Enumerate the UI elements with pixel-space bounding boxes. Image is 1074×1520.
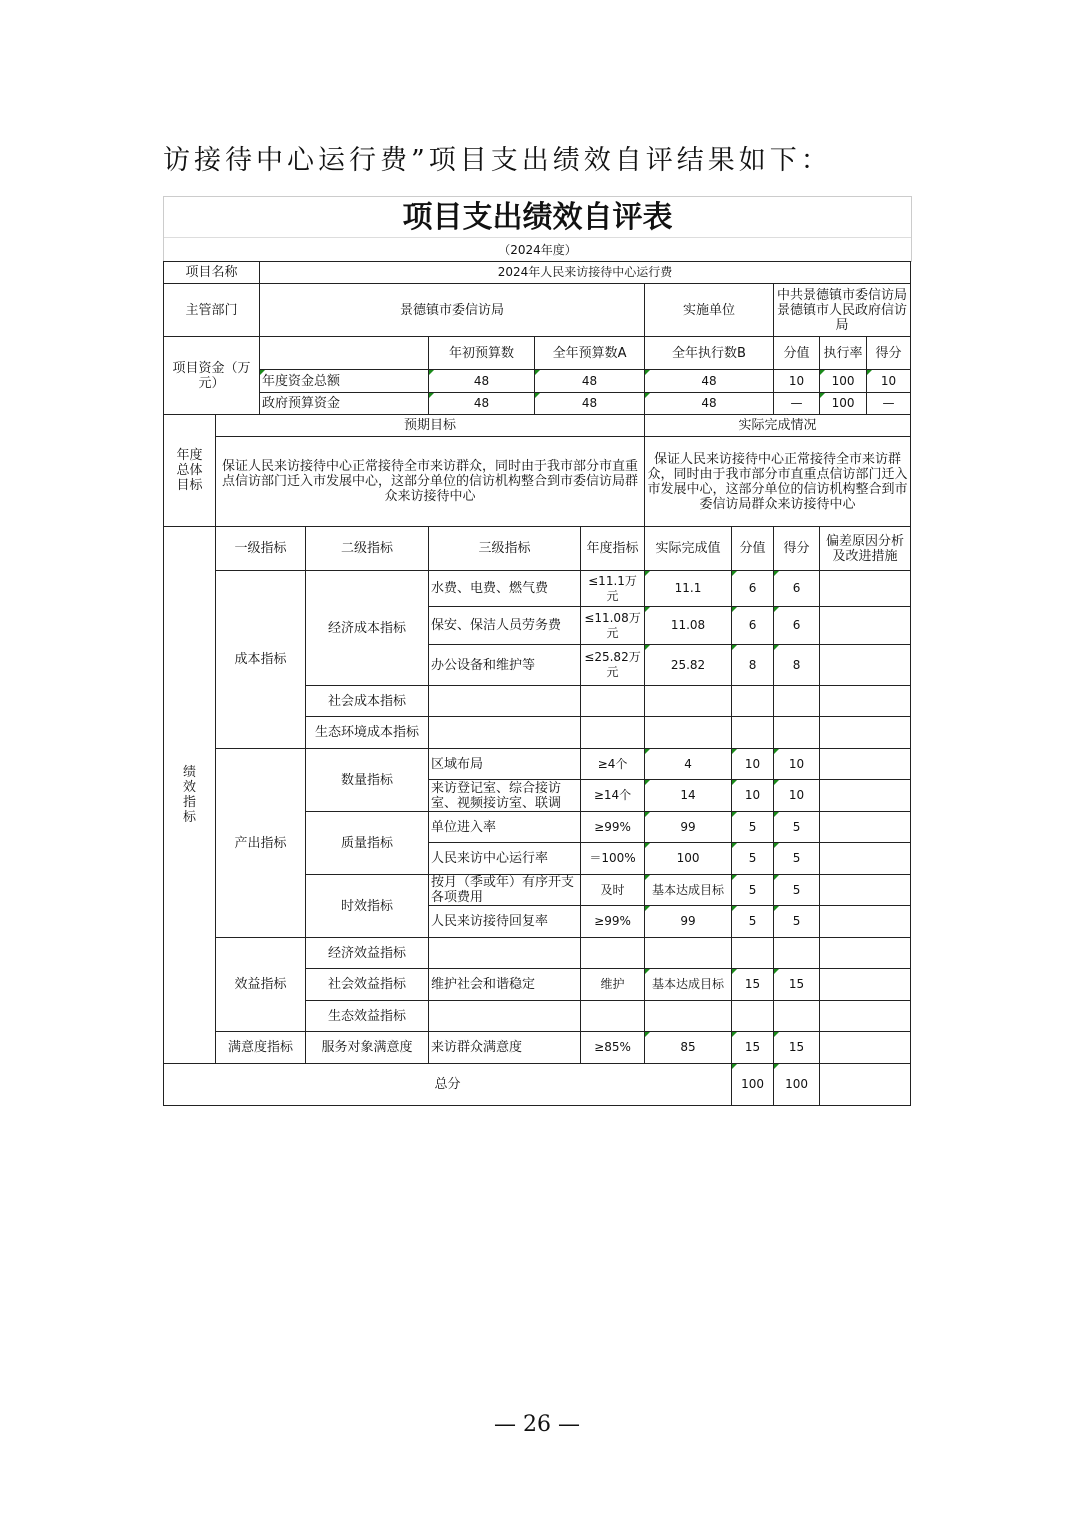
deviation-analysis <box>820 875 911 906</box>
score-value <box>732 686 774 717</box>
annual-target: 维护 <box>581 969 645 1001</box>
level2-indicator: 经济效益指标 <box>306 938 429 969</box>
actual-value: 100 <box>645 843 732 875</box>
value: 48 <box>645 393 774 415</box>
level3-indicator: 人民来访接待回复率 <box>429 906 581 938</box>
annual-target: 及时 <box>581 875 645 906</box>
deviation-analysis <box>820 843 911 875</box>
annual-target: ≤11.1万元 <box>581 571 645 607</box>
level3-indicator <box>429 1001 581 1032</box>
value: 48 <box>429 393 535 415</box>
level3-indicator: 来访登记室、综合接访室、视频接访室、联调 <box>429 780 581 812</box>
score-value: 10 <box>732 749 774 780</box>
score: 6 <box>774 607 820 645</box>
level3-indicator: 区域布局 <box>429 749 581 780</box>
value: 48 <box>535 393 645 415</box>
value: — <box>867 393 911 415</box>
indicator-row <box>164 571 911 607</box>
annual-target: ≥99% <box>581 812 645 843</box>
value: — <box>774 393 820 415</box>
score-value: 6 <box>732 571 774 607</box>
actual-value: 99 <box>645 906 732 938</box>
value: 10 <box>774 370 820 393</box>
total-score-value: 100 <box>732 1064 774 1106</box>
actual-value <box>645 686 732 717</box>
deviation-analysis <box>820 717 911 749</box>
header: 实际完成值 <box>645 527 732 571</box>
value: 48 <box>645 370 774 393</box>
level3-indicator: 办公设备和维护等 <box>429 645 581 686</box>
header: 偏差原因分析及改进措施 <box>820 527 911 571</box>
intro-text: 访接待中心运行费”项目支出绩效自评结果如下： <box>163 145 832 176</box>
score-value: 5 <box>732 875 774 906</box>
score <box>774 1001 820 1032</box>
table-title: 项目支出绩效自评表 <box>164 197 911 238</box>
header: 三级指标 <box>429 527 581 571</box>
actual-value: 基本达成目标 <box>645 875 732 906</box>
score <box>774 938 820 969</box>
header: 全年预算数A <box>535 337 645 370</box>
deviation-analysis <box>820 607 911 645</box>
actual-value <box>645 717 732 749</box>
header: 得分 <box>774 527 820 571</box>
deviation-analysis <box>820 906 911 938</box>
level3-indicator <box>429 686 581 717</box>
funds-row <box>164 370 911 393</box>
level2-indicator: 经济成本指标 <box>306 571 429 686</box>
annual-target: ≥85% <box>581 1032 645 1064</box>
goals-row <box>164 437 911 527</box>
row-label: 年度资金总额 <box>260 370 429 393</box>
level2-indicator: 生态效益指标 <box>306 1001 429 1032</box>
level2-indicator: 质量指标 <box>306 812 429 875</box>
actual-value <box>645 1001 732 1032</box>
funds-label: 项目资金（万元） <box>164 337 260 415</box>
value: 10 <box>867 370 911 393</box>
score-value: 10 <box>732 780 774 812</box>
level2-indicator: 社会效益指标 <box>306 969 429 1001</box>
header: 年初预算数 <box>429 337 535 370</box>
level3-indicator <box>429 717 581 749</box>
header: 二级指标 <box>306 527 429 571</box>
deviation-analysis <box>820 969 911 1001</box>
empty-cell <box>260 337 429 370</box>
header: 实际完成情况 <box>645 415 911 437</box>
score <box>774 717 820 749</box>
actual-value: 85 <box>645 1032 732 1064</box>
deviation-analysis <box>820 645 911 686</box>
table-header-frame <box>163 196 912 262</box>
annual-target: ≥99% <box>581 906 645 938</box>
score: 5 <box>774 906 820 938</box>
annual-target: ≤11.08万元 <box>581 607 645 645</box>
actual-value: 14 <box>645 780 732 812</box>
score-value: 5 <box>732 812 774 843</box>
header: 执行率 <box>820 337 867 370</box>
actual-value: 11.1 <box>645 571 732 607</box>
level3-indicator: 人民来访中心运行率 <box>429 843 581 875</box>
total-row <box>164 1064 911 1106</box>
total-score: 100 <box>774 1064 820 1106</box>
deviation-analysis <box>820 686 911 717</box>
impl-unit: 中共景德镇市委信访局景德镇市人民政府信访局 <box>774 284 911 337</box>
header: 一级指标 <box>216 527 306 571</box>
level3-indicator: 来访群众满意度 <box>429 1032 581 1064</box>
score-value: 5 <box>732 906 774 938</box>
indicator-header-row <box>164 527 911 571</box>
page-number: — 26 — <box>494 1412 580 1437</box>
annual-target <box>581 717 645 749</box>
score: 15 <box>774 1032 820 1064</box>
score-value: 15 <box>732 1032 774 1064</box>
score-value: 8 <box>732 645 774 686</box>
actual-value: 基本达成目标 <box>645 969 732 1001</box>
indicator-row <box>164 749 911 780</box>
table-subtitle: （2024年度） <box>498 243 577 257</box>
score: 8 <box>774 645 820 686</box>
level1-indicator: 满意度指标 <box>216 1032 306 1064</box>
level3-indicator: 按月（季或年）有序开支各项费用 <box>429 875 581 906</box>
label: 主管部门 <box>164 284 260 337</box>
level3-indicator: 单位进入率 <box>429 812 581 843</box>
actual-value: 99 <box>645 812 732 843</box>
annual-target: ≥14个 <box>581 780 645 812</box>
header: 分值 <box>774 337 820 370</box>
annual-target: ≤25.82万元 <box>581 645 645 686</box>
annual-target <box>581 686 645 717</box>
goals-header-row <box>164 415 911 437</box>
annual-target <box>581 1001 645 1032</box>
actual-value: 25.82 <box>645 645 732 686</box>
annual-target <box>581 938 645 969</box>
level2-indicator: 社会成本指标 <box>306 686 429 717</box>
dept-row <box>164 284 911 337</box>
project-name: 2024年人民来访接待中心运行费 <box>260 262 911 284</box>
header: 分值 <box>732 527 774 571</box>
indicator-row <box>164 938 911 969</box>
row-label: 政府预算资金 <box>260 393 429 415</box>
level3-indicator: 保安、保洁人员劳务费 <box>429 607 581 645</box>
deviation-analysis <box>820 812 911 843</box>
funds-row <box>164 393 911 415</box>
deviation-analysis <box>820 938 911 969</box>
dept: 景德镇市委信访局 <box>260 284 645 337</box>
level2-indicator: 时效指标 <box>306 875 429 938</box>
header: 得分 <box>867 337 911 370</box>
deviation-analysis <box>820 780 911 812</box>
header: 全年执行数B <box>645 337 774 370</box>
level2-indicator: 生态环境成本指标 <box>306 717 429 749</box>
actual-value: 4 <box>645 749 732 780</box>
level3-indicator: 维护社会和谐稳定 <box>429 969 581 1001</box>
goals-label: 年度总体目标 <box>164 415 216 527</box>
score: 5 <box>774 843 820 875</box>
deviation-analysis <box>820 1064 911 1106</box>
deviation-analysis <box>820 1032 911 1064</box>
score: 5 <box>774 875 820 906</box>
level2-indicator: 服务对象满意度 <box>306 1032 429 1064</box>
project-name-row <box>164 262 911 284</box>
score <box>774 686 820 717</box>
level3-indicator: 水费、电费、燃气费 <box>429 571 581 607</box>
label: 实施单位 <box>645 284 774 337</box>
actual-value: 11.08 <box>645 607 732 645</box>
score-value <box>732 938 774 969</box>
score: 15 <box>774 969 820 1001</box>
annual-target: ≥4个 <box>581 749 645 780</box>
expected-goal: 保证人民来访接待中心正常接待全市来访群众，同时由于我市部分市直重点信访部门迁入市发展中心，这部分单位的信访机构整合到市委信访局群众来访接待中心 <box>216 437 645 527</box>
score-value: 6 <box>732 607 774 645</box>
score: 6 <box>774 571 820 607</box>
value: 100 <box>820 393 867 415</box>
level1-indicator: 产出指标 <box>216 749 306 938</box>
level2-indicator: 数量指标 <box>306 749 429 812</box>
score-value <box>732 717 774 749</box>
actual-value <box>645 938 732 969</box>
level1-indicator: 成本指标 <box>216 571 306 749</box>
deviation-analysis <box>820 571 911 607</box>
performance-table <box>163 261 911 1106</box>
score-value: 5 <box>732 843 774 875</box>
value: 48 <box>535 370 645 393</box>
level3-indicator <box>429 938 581 969</box>
actual-result: 保证人民来访接待中心正常接待全市来访群众，同时由于我市部分市直重点信访部门迁入市发展中心，这部分单位的信访机构整合到市委信访局群众来访接待中心 <box>645 437 911 527</box>
funds-header-row <box>164 337 911 370</box>
score: 10 <box>774 780 820 812</box>
level1-indicator: 效益指标 <box>216 938 306 1032</box>
score: 5 <box>774 812 820 843</box>
indicator-row <box>164 1032 911 1064</box>
score-value <box>732 1001 774 1032</box>
label: 项目名称 <box>164 262 260 284</box>
total-label: 总分 <box>164 1064 732 1106</box>
header: 年度指标 <box>581 527 645 571</box>
deviation-analysis <box>820 1001 911 1032</box>
header: 预期目标 <box>216 415 645 437</box>
indicator-label: 绩效指标 <box>164 527 216 1064</box>
score: 10 <box>774 749 820 780</box>
value: 48 <box>429 370 535 393</box>
score-value: 15 <box>732 969 774 1001</box>
deviation-analysis <box>820 749 911 780</box>
value: 100 <box>820 370 867 393</box>
annual-target: ＝100% <box>581 843 645 875</box>
